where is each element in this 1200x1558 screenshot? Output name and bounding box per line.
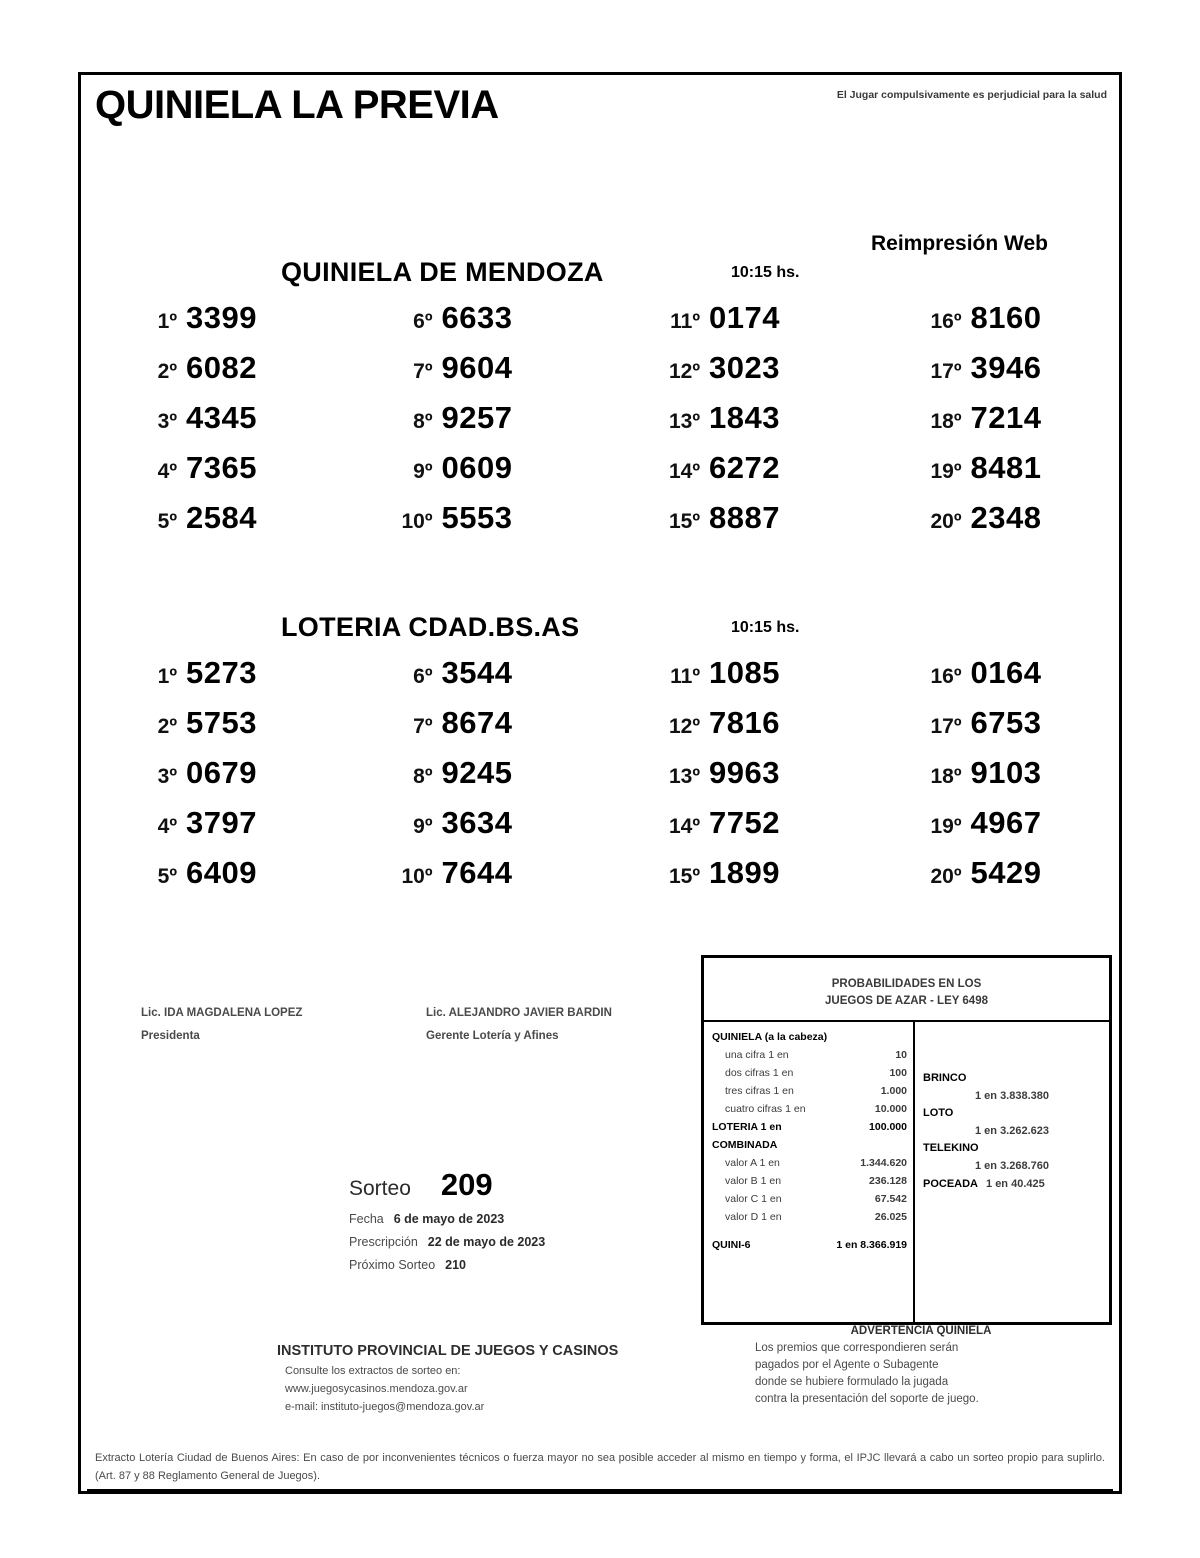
result-number: 4967 <box>970 805 1042 840</box>
quiniela-row-value: 100 <box>889 1067 907 1080</box>
combinada-header-row <box>712 1136 907 1154</box>
game-odds-row <box>923 1105 1103 1140</box>
sorteo-proximo <box>349 1258 679 1272</box>
institute-block <box>277 1343 727 1413</box>
result-cell <box>341 300 601 350</box>
result-number: 9257 <box>441 400 513 435</box>
game-name: LOTO <box>923 1107 954 1120</box>
result-position: 1º <box>157 665 177 688</box>
game-odds: 1 en 3.268.760 <box>975 1159 1050 1172</box>
result-position: 12º <box>668 715 700 738</box>
result-number: 9103 <box>970 755 1042 790</box>
result-number: 6633 <box>441 300 513 335</box>
draw-time: 10:15 hs. <box>731 619 800 636</box>
game-name: TELEKINO <box>923 1142 979 1155</box>
result-number: 6082 <box>186 350 257 385</box>
result-number: 9963 <box>709 755 780 790</box>
result-cell <box>81 855 341 905</box>
result-position: 10º <box>401 510 433 533</box>
result-cell <box>600 300 860 350</box>
quiniela-row-label: una cifra 1 en <box>725 1049 789 1062</box>
result-cell <box>600 855 860 905</box>
proximo-label: Próximo Sorteo <box>349 1258 436 1272</box>
signature-role: Gerente Lotería y Afines <box>426 1030 559 1042</box>
quiniela-row <box>712 1082 907 1100</box>
result-cell <box>81 755 341 805</box>
result-number: 3544 <box>441 655 513 690</box>
signature-role: Presidenta <box>141 1030 200 1042</box>
game-odds: 1 en 40.425 <box>986 1177 1045 1190</box>
fecha-value: 6 de mayo de 2023 <box>393 1212 505 1226</box>
result-number: 7214 <box>970 400 1042 435</box>
result-cell <box>860 655 1120 705</box>
result-position: 9º <box>413 460 433 483</box>
spacer <box>712 1227 907 1236</box>
sorteo-headline <box>349 1167 679 1203</box>
result-number: 8481 <box>970 450 1042 485</box>
institute-email[interactable]: e-mail: instituto-juegos@mendoza.gov.ar <box>285 1401 485 1413</box>
probabilities-title-line2: JUEGOS DE AZAR - LEY 6498 <box>825 994 988 1007</box>
result-cell <box>341 755 601 805</box>
result-number: 3023 <box>709 350 780 385</box>
page-title: QUINIELA LA PREVIA <box>95 83 499 127</box>
institute-website[interactable]: www.juegosycasinos.mendoza.gov.ar <box>285 1383 468 1395</box>
game-name: BRINCO <box>923 1072 967 1084</box>
combinada-row-label: valor B 1 en <box>725 1175 782 1188</box>
result-position: 17º <box>930 715 962 738</box>
result-cell <box>81 350 341 400</box>
draw-header <box>81 585 1119 643</box>
result-position: 14º <box>668 815 700 838</box>
result-cell <box>860 400 1120 450</box>
result-number: 8887 <box>709 500 780 535</box>
result-position: 16º <box>930 665 962 688</box>
quini6-value: 1 en 8.366.919 <box>836 1238 907 1251</box>
draw-title: LOTERIA CDAD.BS.AS <box>281 612 580 642</box>
sorteo-prescripcion <box>349 1235 679 1249</box>
quiniela-row-value: 10.000 <box>874 1103 907 1116</box>
reprint-label: Reimpresión Web <box>871 232 1048 255</box>
draw-time: 10:15 hs. <box>731 264 800 281</box>
game-odds: 1 en 3.838.380 <box>975 1089 1050 1102</box>
signature-president <box>141 1007 302 1042</box>
result-cell <box>341 855 601 905</box>
prescripcion-value: 22 de mayo de 2023 <box>427 1235 546 1249</box>
combinada-header: COMBINADA <box>712 1139 778 1152</box>
advertencia-line-2: pagados por el Agente o Subagente <box>755 1359 939 1371</box>
result-cell <box>860 855 1120 905</box>
game-odds-row <box>923 1140 1103 1175</box>
result-number: 9245 <box>441 755 513 790</box>
result-position: 11º <box>670 310 700 333</box>
advertencia-block <box>741 1325 1101 1405</box>
game-name: POCEADA <box>923 1177 979 1190</box>
result-position: 7º <box>413 360 433 383</box>
result-number: 6272 <box>709 450 780 485</box>
prescripcion-label: Prescripción <box>349 1235 418 1249</box>
signature-name: Lic. ALEJANDRO JAVIER BARDIN <box>426 1007 612 1019</box>
result-position: 16º <box>930 310 962 333</box>
quiniela-row-label: tres cifras 1 en <box>725 1085 794 1098</box>
result-cell <box>860 500 1120 550</box>
result-number: 7816 <box>709 705 780 740</box>
result-cell <box>81 655 341 705</box>
combinada-row <box>712 1208 907 1226</box>
advertencia-title: ADVERTENCIA QUINIELA <box>850 1325 992 1337</box>
fecha-label: Fecha <box>349 1212 384 1226</box>
result-position: 18º <box>930 765 962 788</box>
result-number: 7644 <box>441 855 513 890</box>
result-position: 2º <box>157 360 177 383</box>
result-cell <box>860 755 1120 805</box>
combinada-row-value: 67.542 <box>874 1193 907 1206</box>
combinada-row-label: valor A 1 en <box>725 1157 780 1170</box>
combinada-row <box>712 1190 907 1208</box>
results-grid <box>81 300 1119 550</box>
result-position: 1º <box>157 310 177 333</box>
institute-title: INSTITUTO PROVINCIAL DE JUEGOS Y CASINOS <box>277 1343 619 1359</box>
combinada-row-label: valor D 1 en <box>725 1211 782 1224</box>
sorteo-fecha <box>349 1212 679 1226</box>
bottom-rule <box>87 1489 1113 1492</box>
advertencia-line-3: donde se hubiere formulado la jugada <box>755 1376 949 1388</box>
result-position: 20º <box>930 865 962 888</box>
quiniela-header: QUINIELA (a la cabeza) <box>712 1031 828 1043</box>
result-number: 3946 <box>970 350 1042 385</box>
result-position: 6º <box>413 310 433 333</box>
result-position: 19º <box>930 815 962 838</box>
result-cell <box>81 805 341 855</box>
result-cell <box>341 350 601 400</box>
quiniela-rows <box>712 1046 907 1118</box>
result-cell <box>600 500 860 550</box>
combinada-row <box>712 1154 907 1172</box>
probabilities-left-column <box>704 1022 915 1322</box>
result-cell <box>600 450 860 500</box>
result-cell <box>860 805 1120 855</box>
result-position: 9º <box>413 815 433 838</box>
advertencia-line-1: Los premios que correspondieren serán <box>755 1342 959 1354</box>
result-position: 4º <box>157 815 177 838</box>
result-number: 2584 <box>186 500 257 535</box>
result-position: 13º <box>668 410 700 433</box>
result-position: 4º <box>157 460 177 483</box>
draw-header <box>81 230 1119 288</box>
combinada-row-value: 26.025 <box>874 1211 907 1224</box>
quiniela-row <box>712 1064 907 1082</box>
gambling-warning: El Jugar compulsivamente es perjudicial para la salud <box>836 89 1107 101</box>
combinada-row <box>712 1172 907 1190</box>
result-position: 12º <box>668 360 700 383</box>
sorteo-label: Sorteo <box>349 1177 411 1200</box>
result-cell <box>81 500 341 550</box>
result-number: 7365 <box>186 450 257 485</box>
extracto-sheet <box>78 72 1122 1494</box>
result-number: 0679 <box>186 755 257 790</box>
quiniela-row <box>712 1100 907 1118</box>
result-position: 15º <box>668 865 700 888</box>
probabilities-table <box>701 955 1112 1325</box>
loteria-label: LOTERIA 1 en <box>712 1121 782 1134</box>
result-cell <box>600 655 860 705</box>
result-cell <box>81 705 341 755</box>
result-position: 6º <box>413 665 433 688</box>
result-cell <box>341 805 601 855</box>
result-cell <box>600 805 860 855</box>
results-grid <box>81 655 1119 905</box>
result-number: 0609 <box>441 450 513 485</box>
loteria-value: 100.000 <box>869 1121 907 1134</box>
quiniela-row-value: 10 <box>895 1049 907 1062</box>
draw-title: QUINIELA DE MENDOZA <box>281 257 604 287</box>
signature-manager <box>426 1007 612 1042</box>
advertencia-line-4: contra la presentación del soporte de juego. <box>755 1393 979 1405</box>
draw-block-loteria-caba <box>81 585 1119 890</box>
signature-name: Lic. IDA MAGDALENA LOPEZ <box>141 1007 303 1019</box>
result-cell <box>860 350 1120 400</box>
quiniela-row-value: 1.000 <box>880 1085 907 1098</box>
game-odds-row <box>923 1070 1103 1105</box>
result-number: 5429 <box>970 855 1042 890</box>
probabilities-right-column <box>915 1022 1109 1322</box>
result-position: 3º <box>157 410 177 433</box>
result-cell <box>81 450 341 500</box>
probabilities-title-line1: PROBABILIDADES EN LOS <box>831 978 982 990</box>
result-cell <box>341 705 601 755</box>
quiniela-row <box>712 1046 907 1064</box>
result-position: 2º <box>157 715 177 738</box>
result-cell <box>341 655 601 705</box>
result-position: 20º <box>930 510 962 533</box>
result-number: 3634 <box>441 805 513 840</box>
result-number: 0174 <box>709 300 780 335</box>
legal-disclaimer: Extracto Lotería Ciudad de Buenos Aires: En caso de por inconvenientes técnicos o fuerza mayor no sea posible acceder al mismo en tiempo y forma, el IPJC llevará a cabo un sorteo propio para suplirlo. (Art. 87 y 88 Reglamento General de Juegos). <box>95 1452 1105 1483</box>
combinada-row-value: 236.128 <box>869 1175 907 1188</box>
result-cell <box>600 400 860 450</box>
result-position: 10º <box>401 865 433 888</box>
result-position: 15º <box>668 510 700 533</box>
combinada-row-label: valor C 1 en <box>725 1193 782 1206</box>
quiniela-header-row <box>712 1028 907 1046</box>
result-cell <box>81 300 341 350</box>
draw-block-mendoza <box>81 230 1119 535</box>
result-number: 5753 <box>186 705 257 740</box>
result-cell <box>860 300 1120 350</box>
probabilities-title <box>704 958 1109 1022</box>
loteria-row <box>712 1118 907 1136</box>
sorteo-number: 209 <box>440 1167 493 1202</box>
result-cell <box>81 400 341 450</box>
sorteo-block <box>349 1167 679 1272</box>
result-position: 17º <box>930 360 962 383</box>
result-cell <box>341 500 601 550</box>
result-position: 13º <box>668 765 700 788</box>
result-position: 14º <box>668 460 700 483</box>
quiniela-row-label: cuatro cifras 1 en <box>725 1103 806 1116</box>
quiniela-row-label: dos cifras 1 en <box>725 1067 794 1080</box>
result-number: 0164 <box>970 655 1042 690</box>
result-cell <box>860 705 1120 755</box>
result-position: 18º <box>930 410 962 433</box>
result-position: 5º <box>157 865 177 888</box>
result-number: 9604 <box>441 350 513 385</box>
result-cell <box>860 450 1120 500</box>
result-position: 3º <box>157 765 177 788</box>
result-number: 8160 <box>970 300 1042 335</box>
result-position: 11º <box>670 665 700 688</box>
result-cell <box>341 450 601 500</box>
result-number: 1899 <box>709 855 780 890</box>
result-number: 2348 <box>970 500 1042 535</box>
result-cell <box>600 350 860 400</box>
result-position: 5º <box>157 510 177 533</box>
result-cell <box>600 705 860 755</box>
result-position: 8º <box>413 765 433 788</box>
result-number: 6409 <box>186 855 257 890</box>
result-number: 7752 <box>709 805 780 840</box>
result-cell <box>341 400 601 450</box>
probabilities-body <box>704 1022 1109 1322</box>
combinada-rows <box>712 1154 907 1226</box>
result-number: 3797 <box>186 805 257 840</box>
result-number: 5553 <box>441 500 513 535</box>
proximo-value: 210 <box>445 1258 467 1272</box>
result-position: 19º <box>930 460 962 483</box>
result-number: 8674 <box>441 705 513 740</box>
quini6-label: QUINI-6 <box>712 1238 751 1251</box>
result-position: 8º <box>413 410 433 433</box>
result-number: 1085 <box>709 655 780 690</box>
result-number: 3399 <box>186 300 257 335</box>
result-number: 6753 <box>970 705 1042 740</box>
game-odds: 1 en 3.262.623 <box>975 1124 1050 1137</box>
game-odds-row <box>923 1176 1103 1194</box>
result-cell <box>600 755 860 805</box>
combinada-row-value: 1.344.620 <box>860 1157 907 1170</box>
institute-consult-line: Consulte los extractos de sorteo en: <box>285 1365 461 1377</box>
result-number: 1843 <box>709 400 780 435</box>
result-position: 7º <box>413 715 433 738</box>
quini6-row <box>712 1236 907 1254</box>
result-number: 4345 <box>186 400 257 435</box>
result-number: 5273 <box>186 655 257 690</box>
